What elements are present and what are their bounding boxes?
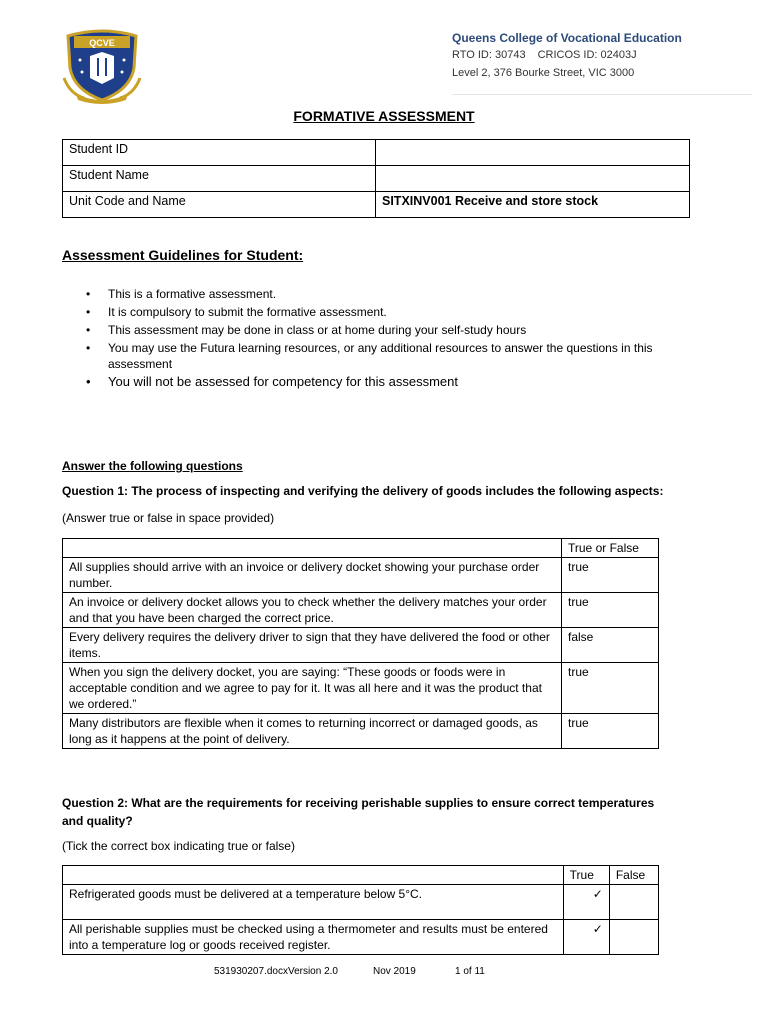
cricos-id: CRICOS ID: 02403J [537, 49, 637, 61]
footer-doc-version: 531930207.docxVersion 2.0 [214, 966, 338, 977]
info-label: Student ID [63, 140, 376, 166]
info-label: Unit Code and Name [63, 192, 376, 218]
question-2 [62, 794, 672, 830]
header-cell-empty [63, 539, 562, 558]
question-1-table [62, 538, 659, 749]
true-checkbox-cell[interactable]: ✓ [563, 885, 609, 920]
statement-cell: An invoice or delivery docket allows you to check whether the delivery matches your order and that you have been charged the correct price. [63, 593, 562, 628]
list-item: • You will not be assessed for competency for this assessment [86, 374, 686, 390]
question-2-note: (Tick the correct box indicating true or false) [62, 839, 295, 853]
student-id-field[interactable] [376, 140, 690, 166]
list-item: • You may use the Futura learning resources, or any additional resources to answer the questions in this assessment [86, 340, 686, 372]
college-address: Level 2, 376 Bourke Street, VIC 3000 [452, 67, 635, 79]
guidelines-heading: Assessment Guidelines for Student: [62, 247, 304, 263]
table-header-row [63, 539, 659, 558]
header-cell-empty [63, 866, 564, 885]
table-row [63, 192, 690, 218]
table-row [63, 663, 659, 714]
list-item: • It is compulsory to submit the formative assessment. [86, 304, 686, 320]
table-row [63, 140, 690, 166]
table-row [63, 714, 659, 749]
answer-heading: Answer the following questions [62, 459, 243, 473]
statement-cell: Many distributors are flexible when it comes to returning incorrect or damaged goods, as long as it happens at the point of delivery. [63, 714, 562, 749]
false-checkbox-cell[interactable] [609, 885, 658, 920]
statement-cell: All perishable supplies must be checked using a thermometer and results must be entered into a temperature log or goods received register. [63, 920, 564, 955]
table-row [63, 166, 690, 192]
statement-cell: All supplies should arrive with an invoice or delivery docket showing your purchase order number. [63, 558, 562, 593]
info-label: Student Name [63, 166, 376, 192]
answer-cell[interactable]: true [562, 593, 659, 628]
question-label: Question 1: [62, 484, 129, 498]
answer-cell[interactable]: true [562, 714, 659, 749]
guidelines-list [86, 286, 686, 392]
header-true: True [563, 866, 609, 885]
question-label: Question 2: [62, 796, 129, 810]
footer-page-number: 1 of 11 [455, 966, 485, 977]
college-name: Queens College of Vocational Education [452, 31, 682, 45]
statement-cell: Refrigerated goods must be delivered at a temperature below 5°C. [63, 885, 564, 920]
question-text: The process of inspecting and verifying the delivery of goods includes the following aspects: [128, 484, 664, 498]
unit-code-value: SITXINV001 Receive and store stock [376, 192, 690, 218]
answer-cell[interactable]: true [562, 558, 659, 593]
college-logo [60, 28, 144, 104]
footer-date: Nov 2019 [373, 966, 416, 977]
question-text: What are the requirements for receiving perishable supplies to ensure correct temperatures and quality? [62, 796, 655, 828]
table-row [63, 885, 659, 920]
true-checkbox-cell[interactable]: ✓ [563, 920, 609, 955]
statement-cell: Every delivery requires the delivery driver to sign that they have delivered the food or other items. [63, 628, 562, 663]
header-true-or-false: True or False [562, 539, 659, 558]
page-title: FORMATIVE ASSESSMENT [293, 108, 475, 124]
table-row [63, 920, 659, 955]
table-row [63, 558, 659, 593]
header-false: False [609, 866, 658, 885]
statement-cell: When you sign the delivery docket, you are saying: “These goods or foods were in acceptable condition and we agree to pay for it. It was all here and it was the product that we ordered.” [63, 663, 562, 714]
student-name-field[interactable] [376, 166, 690, 192]
college-ids [452, 46, 752, 64]
answer-cell[interactable]: false [562, 628, 659, 663]
list-item: • This assessment may be done in class or at home during your self-study hours [86, 322, 686, 338]
list-item: • This is a formative assessment. [86, 286, 686, 302]
svg-text:QCVE: QCVE [89, 38, 115, 48]
question-2-table [62, 865, 659, 955]
rto-id: RTO ID: 30743 [452, 49, 526, 61]
question-1-note: (Answer true or false in space provided) [62, 511, 275, 525]
college-info [452, 30, 752, 95]
table-row [63, 628, 659, 663]
false-checkbox-cell[interactable] [609, 920, 658, 955]
table-row [63, 593, 659, 628]
question-1 [62, 484, 663, 498]
answer-cell[interactable]: true [562, 663, 659, 714]
student-info-table [62, 139, 690, 218]
table-header-row [63, 866, 659, 885]
